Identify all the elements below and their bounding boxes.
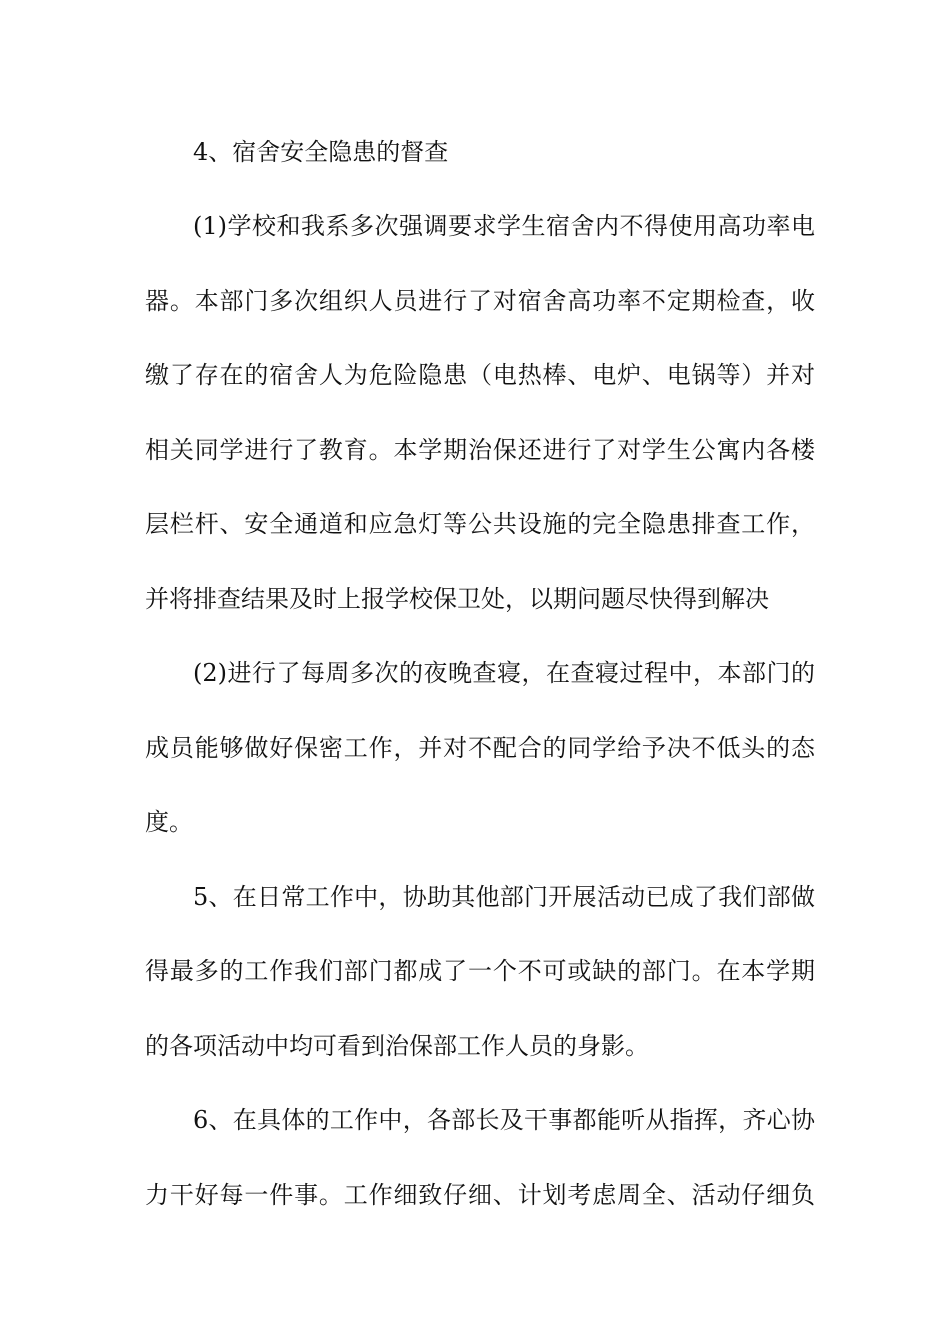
paragraph-line: 器。本部门多次组织人员进行了对宿舍高功率不定期检查，收 [145,287,815,315]
paragraph-line: 层栏杆、安全通道和应急灯等公共设施的完全隐患排查工作， [145,510,815,538]
paragraph-line: (1)学校和我系多次强调要求学生宿舍内不得使用高功率电 [193,212,815,240]
paragraph-line: 相关同学进行了教育。本学期治保还进行了对学生公寓内各楼 [145,436,815,464]
paragraph-line: 的各项活动中均可看到治保部工作人员的身影。 [145,1032,649,1060]
paragraph-line: (2)进行了每周多次的夜晚查寝，在查寝过程中，本部门的 [193,659,815,687]
paragraph-line: 得最多的工作我们部门都成了一个不可或缺的部门。在本学期 [145,957,815,985]
paragraph-line: 并将排查结果及时上报学校保卫处，以期问题尽快得到解决 [145,585,769,613]
paragraph-line: 5、在日常工作中，协助其他部门开展活动已成了我们部做 [193,883,815,911]
paragraph-line: 6、在具体的工作中，各部长及干事都能听从指挥，齐心协 [193,1106,815,1134]
paragraph-line: 缴了存在的宿舍人为危险隐患（电热棒、电炉、电锅等）并对 [145,361,815,389]
paragraph-line: 度。 [145,808,193,836]
paragraph-line: 力干好每一件事。工作细致仔细、计划考虑周全、活动仔细负 [145,1181,815,1209]
section-heading-4: 4、宿舍安全隐患的督查 [193,138,449,166]
paragraph-line: 成员能够做好保密工作，并对不配合的同学给予决不低头的态 [145,734,815,762]
